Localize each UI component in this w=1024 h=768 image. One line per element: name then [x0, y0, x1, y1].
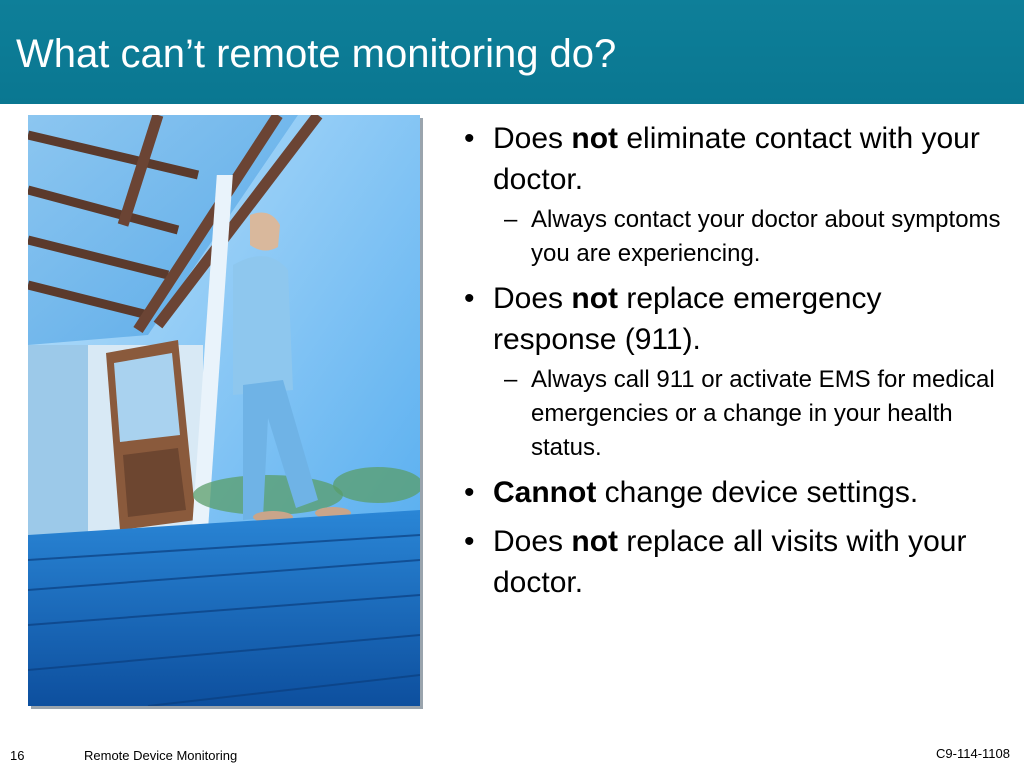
bullet-list	[464, 118, 1004, 603]
footer-title: Remote Device Monitoring	[84, 748, 238, 763]
title-bar	[0, 0, 1024, 104]
bullet-item	[464, 472, 1004, 513]
bullet-marker: •	[464, 476, 475, 509]
bullet-item	[464, 278, 1004, 360]
bullet-marker: •	[464, 282, 475, 315]
slide-title: What can’t remote monitoring do?	[16, 32, 617, 76]
bullet-prefix: Does	[493, 282, 572, 315]
bullet-rest: eliminate contact with your doctor.	[493, 122, 980, 196]
bullet-emphasis: not	[571, 525, 619, 558]
bullet-emphasis: not	[571, 282, 619, 315]
dash-marker: –	[504, 206, 518, 233]
bullet-rest: replace all visits with your doctor.	[493, 525, 967, 599]
bullet-emphasis: not	[571, 122, 619, 155]
dash-marker: –	[504, 366, 518, 393]
bullet-marker: •	[464, 122, 475, 155]
bullet-rest: replace emergency response (911).	[493, 282, 882, 356]
bullet-rest: change device settings.	[596, 476, 919, 509]
bullet-prefix: Does	[493, 122, 572, 155]
bullet-item	[464, 118, 1004, 200]
bullet-prefix: Does	[493, 525, 572, 558]
sub-bullet-text: Always call 911 or activate EMS for medical emergencies or a change in your health status.	[531, 366, 995, 461]
bullet-item	[464, 521, 1004, 603]
document-code: C9-114-1108	[936, 746, 1010, 761]
bullet-marker: •	[464, 525, 475, 558]
sub-bullet-item	[464, 363, 1004, 465]
bullet-emphasis: Cannot	[493, 476, 597, 509]
sub-bullet-item	[464, 203, 1004, 271]
man-on-porch-photo	[28, 115, 420, 706]
sub-bullet-text: Always contact your doctor about symptoms you are experiencing.	[531, 206, 1001, 267]
page-number: 16	[10, 748, 25, 763]
